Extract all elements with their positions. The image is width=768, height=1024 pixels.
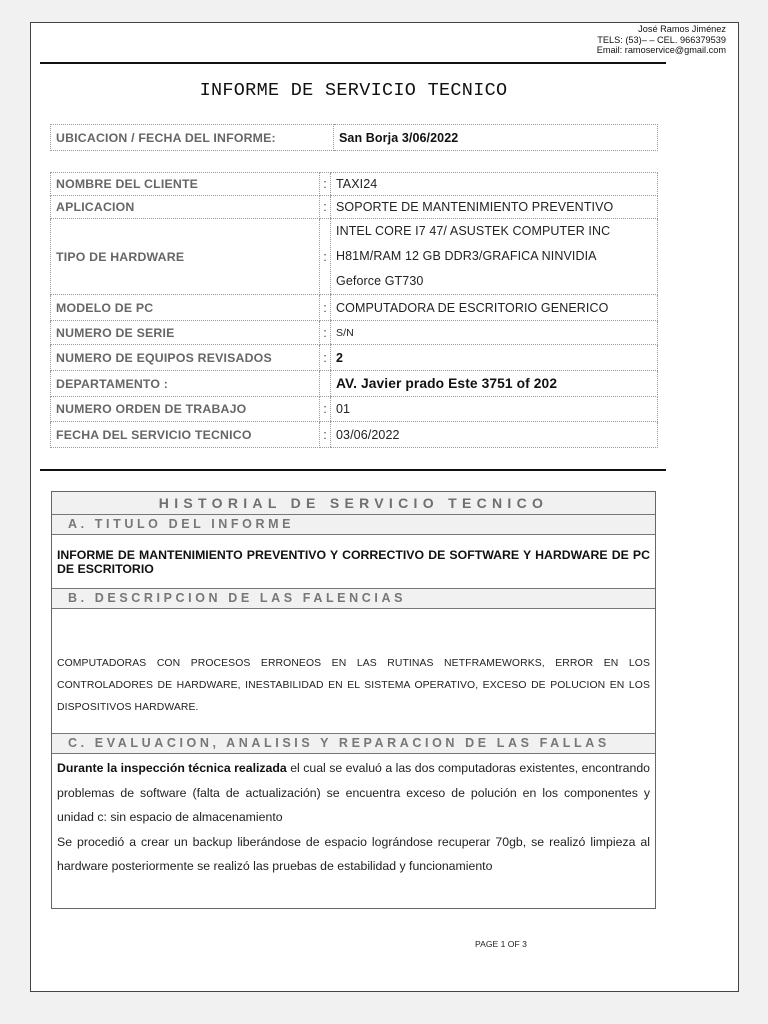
field-row [51,345,658,371]
field-colon: : [320,345,331,371]
evaluation-paragraph-2: Se procedió a crear un backup liberándose de espacio lográndose recuperar 70gb, se realizó limpieza al hardware posteriormente se realizó las pruebas de estabilidad y funcionamiento [57,834,650,873]
section-c-header: C. EVALUACION, ANALISIS Y REPARACION DE LAS FALLAS [52,733,655,754]
field-row [51,321,658,345]
service-history-box [51,491,656,909]
location-label: UBICACION / FECHA DEL INFORME: [51,125,334,151]
contact-block [597,24,726,56]
page-number: PAGE 1 OF 3 [475,939,527,949]
contact-email: Email: ramoservice@gmail.com [596,45,726,55]
field-colon [320,371,331,397]
field-value: S/N [331,321,658,345]
field-value: 2 [331,345,658,371]
location-table [50,124,658,151]
field-colon: : [320,422,331,448]
field-colon: : [320,173,331,196]
field-value: 03/06/2022 [331,422,658,448]
field-colon: : [320,397,331,422]
header-divider [40,62,666,64]
section-a-header: A. TITULO DEL INFORME [52,515,655,535]
evaluation-paragraph-1 [57,756,650,830]
field-label: NUMERO DE EQUIPOS REVISADOS [51,345,320,371]
field-row [51,196,658,219]
field-colon: : [320,321,331,345]
field-label: NOMBRE DEL CLIENTE [51,173,320,196]
section-divider [40,469,666,471]
field-value-line: INTEL CORE I7 47/ ASUSTEK COMPUTER INC [336,224,611,238]
field-row [51,295,658,321]
field-label: APLICACION [51,196,320,219]
location-value: San Borja 3/06/2022 [334,125,658,151]
failures-description: COMPUTADORAS CON PROCESOS ERRONEOS EN LAS RUTINAS NETFRAMEWORKS, ERROR EN LOS CONTROLADORES DE HARDWARE, INESTABILIDAD EN EL SISTEMA OPERATIVO, EXCESO DE POLUCION EN LOS DISPOSITIVOS HARDWARE. [57,658,650,713]
field-colon: : [320,219,331,295]
section-b-header: B. DESCRIPCION DE LAS FALENCIAS [52,588,655,609]
evaluation-body: el cual se evaluó a las dos computadoras existentes, encontrando problemas de software (falta de actualización) se encuentra exceso de polución en los componentes y unidad c: sin espacio de almacenamiento [57,761,650,824]
field-value: AV. Javier prado Este 3751 of 202 [331,371,658,397]
contact-phones: TELS: (53)– – CEL. 966379539 [597,34,726,45]
field-row [51,397,658,422]
field-label: MODELO DE PC [51,295,320,321]
field-row [51,173,658,196]
field-colon: : [320,196,331,219]
field-row [51,219,658,295]
history-heading: HISTORIAL DE SERVICIO TECNICO [52,492,655,515]
evaluation-lead: Durante la inspección técnica realizada [57,761,287,775]
field-colon: : [320,295,331,321]
field-label: NUMERO ORDEN DE TRABAJO [51,397,320,422]
field-value [331,219,658,295]
field-label: DEPARTAMENTO : [51,371,320,397]
field-value: COMPUTADORA DE ESCRITORIO GENERICO [331,295,658,321]
field-value: 01 [331,397,658,422]
evaluation-text [52,754,655,879]
field-label: FECHA DEL SERVICIO TECNICO [51,422,320,448]
field-label: NUMERO DE SERIE [51,321,320,345]
field-row [51,422,658,448]
page-title: INFORME DE SERVICIO TECNICO [199,80,508,101]
contact-name: José Ramos Jiménez [638,24,726,34]
field-value: SOPORTE DE MANTENIMIENTO PREVENTIVO [331,196,658,219]
field-value-line: H81M/RAM 12 GB DDR3/GRAFICA NINVIDIA [336,249,597,263]
field-label: TIPO DE HARDWARE [51,219,320,295]
client-info-table [50,172,658,448]
field-row [51,371,658,397]
field-value: TAXI24 [331,173,658,196]
report-title-text: INFORME DE MANTENIMIENTO PREVENTIVO Y CORRECTIVO DE SOFTWARE Y HARDWARE DE PC DE ESCRITORIO [57,548,650,576]
field-value-line: Geforce GT730 [336,274,424,288]
